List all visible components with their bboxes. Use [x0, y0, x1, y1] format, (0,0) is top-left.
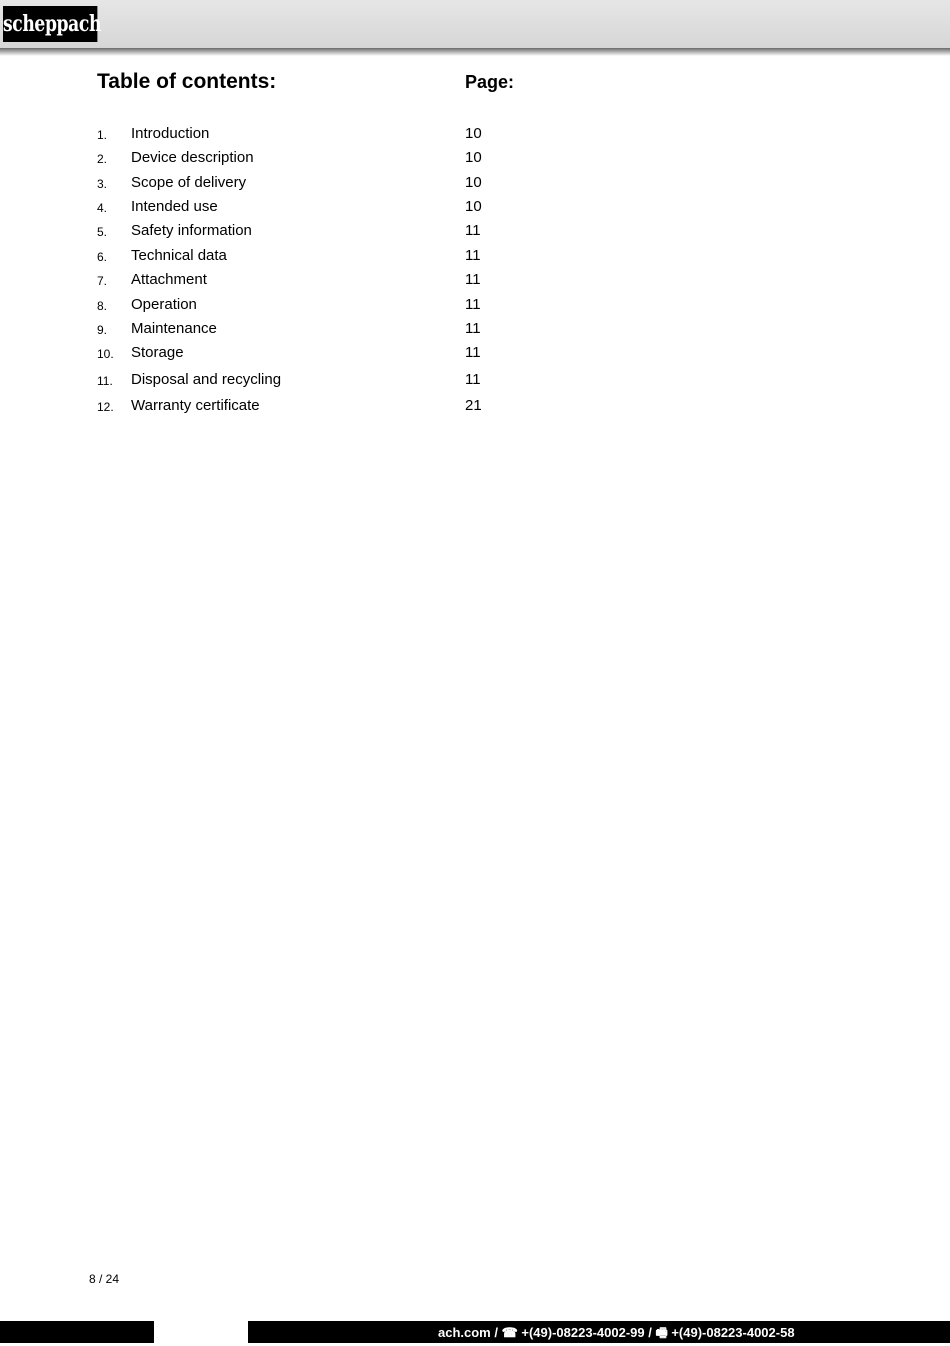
toc-item-title[interactable]: Attachment — [131, 271, 207, 288]
toc-item-title[interactable]: Intended use — [131, 198, 218, 215]
toc-item-title[interactable]: Safety information — [131, 222, 252, 239]
toc-item-title[interactable]: Operation — [131, 296, 197, 313]
toc-item[interactable] — [0, 222, 950, 244]
toc-item[interactable] — [0, 371, 950, 393]
toc-item[interactable] — [0, 198, 950, 220]
toc-item-number: 7. — [97, 274, 108, 288]
toc-item-title[interactable]: Device description — [131, 149, 254, 166]
toc-item-title[interactable]: Disposal and recycling — [131, 371, 282, 388]
toc-item[interactable] — [0, 149, 950, 171]
scheppach-logo: scheppach — [3, 6, 97, 42]
toc-item[interactable] — [0, 344, 950, 366]
toc-item-number: 6. — [97, 250, 108, 264]
toc-item-number: 12. — [97, 400, 114, 414]
toc-item-number: 5. — [97, 225, 108, 239]
toc-item-title[interactable]: Maintenance — [131, 320, 217, 337]
toc-item-page: 21 — [465, 397, 482, 414]
toc-item-page: 11 — [465, 371, 481, 388]
toc-item[interactable] — [0, 247, 950, 269]
toc-item[interactable] — [0, 397, 950, 419]
toc-item-number: 2. — [97, 152, 108, 166]
footer-contact: ach.com / ☎ +(49)-08223-4002-99 / 🖷 +(49)-08223-4002-58 — [438, 1325, 795, 1340]
toc-item-page: 10 — [465, 149, 482, 166]
toc-item-page: 10 — [465, 198, 482, 215]
toc-item-title[interactable]: Scope of delivery — [131, 174, 247, 191]
footer-gap — [154, 1321, 248, 1345]
page-counter: 8 / 24 — [89, 1272, 120, 1286]
toc-item-page: 11 — [465, 320, 481, 337]
toc-item-number: 1. — [97, 128, 108, 142]
toc-item[interactable] — [0, 125, 950, 147]
toc-item-number: 8. — [97, 299, 108, 313]
toc-item-page: 11 — [465, 247, 481, 264]
toc-item-number: 9. — [97, 323, 108, 337]
toc-item[interactable] — [0, 271, 950, 293]
page-column-heading: Page: — [465, 72, 515, 92]
toc-item[interactable] — [0, 174, 950, 196]
header-shadow — [0, 48, 950, 56]
toc-item-page: 10 — [465, 174, 482, 191]
toc-item-page: 10 — [465, 125, 482, 142]
toc-item-page: 11 — [465, 344, 481, 361]
toc-item[interactable] — [0, 320, 950, 342]
toc-heading: Table of contents: — [97, 70, 277, 93]
toc-item-number: 11. — [97, 374, 113, 388]
toc-item-title[interactable]: Technical data — [131, 247, 227, 264]
toc-item[interactable] — [0, 296, 950, 318]
page-header — [0, 0, 950, 48]
toc-item-title[interactable]: Storage — [131, 344, 184, 361]
toc-item-title[interactable]: Introduction — [131, 125, 210, 142]
toc-item-title[interactable]: Warranty certificate — [131, 397, 260, 414]
toc-item-page: 11 — [465, 222, 481, 239]
toc-item-page: 11 — [465, 296, 481, 313]
toc-item-number: 3. — [97, 177, 108, 191]
toc-item-page: 11 — [465, 271, 481, 288]
toc-item-number: 4. — [97, 201, 108, 215]
toc-item-number: 10. — [97, 347, 114, 361]
